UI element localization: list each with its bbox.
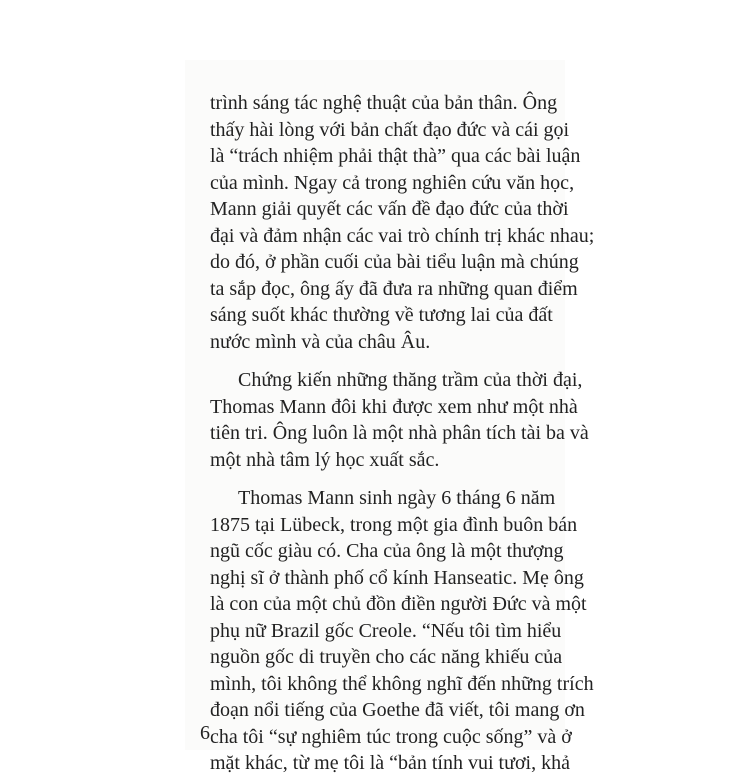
text-line: ngũ cốc giàu có. Cha của ông là một thượng bbox=[210, 540, 564, 562]
text-line: là con của một chủ đồn điền người Đức và một bbox=[210, 593, 587, 615]
text-line: thấy hài lòng với bản chất đạo đức và cái gọi bbox=[210, 118, 570, 141]
text-line: mặt khác, từ mẹ tôi là “bản tính vui tươi, khả bbox=[210, 752, 570, 774]
text-line: phụ nữ Brazil gốc Creole. “Nếu tôi tìm hiểu bbox=[210, 619, 562, 642]
text-line: một nhà tâm lý học xuất sắc. bbox=[210, 448, 440, 471]
text-line: Chứng kiến những thăng trầm của thời đại, bbox=[238, 369, 583, 391]
text-line: Mann giải quyết các vấn đề đạo đức của thời bbox=[210, 198, 569, 220]
body-text bbox=[210, 90, 595, 777]
text-line: trình sáng tác nghệ thuật của bản thân. Ông bbox=[210, 92, 558, 114]
paragraph-gap bbox=[210, 355, 545, 367]
text-line: nghị sĩ ở thành phố cổ kính Hanseatic. Mẹ ông bbox=[210, 566, 584, 589]
text-line: do đó, ở phần cuối của bài tiểu luận mà chúng bbox=[210, 251, 579, 273]
text-line: nước mình và của châu Âu. bbox=[210, 330, 431, 353]
text-line: của mình. Ngay cả trong nghiên cứu văn học, bbox=[210, 171, 575, 194]
text-line: 1875 tại Lübeck, trong một gia đình buôn bán bbox=[210, 513, 578, 536]
paragraph-gap bbox=[210, 473, 545, 485]
text-line: Thomas Mann đôi khi được xem như một nhà bbox=[210, 395, 578, 418]
text-line: mình, tôi không thể không nghĩ đến những trích bbox=[210, 672, 594, 695]
text-line: Thomas Mann sinh ngày 6 tháng 6 năm bbox=[238, 487, 556, 509]
text-line: đại và đảm nhận các vai trò chính trị khác nhau; bbox=[210, 224, 595, 247]
text-line: đoạn nổi tiếng của Goethe đã viết, tôi mang ơn bbox=[210, 699, 585, 721]
text-line: cha tôi “sự nghiêm túc trong cuộc sống” và ở bbox=[210, 725, 572, 748]
text-line: tiên tri. Ông luôn là một nhà phân tích tài ba và bbox=[210, 422, 589, 444]
text-line: nguồn gốc di truyền cho các năng khiếu của bbox=[210, 646, 563, 668]
text-line: sáng suốt khác thường về tương lai của đất bbox=[210, 304, 553, 326]
text-line: là “trách nhiệm phải thật thà” qua các bài luận bbox=[210, 145, 581, 167]
page-number: 6 bbox=[200, 722, 210, 744]
text-line: ta sắp đọc, ông ấy đã đưa ra những quan điểm bbox=[210, 277, 578, 300]
